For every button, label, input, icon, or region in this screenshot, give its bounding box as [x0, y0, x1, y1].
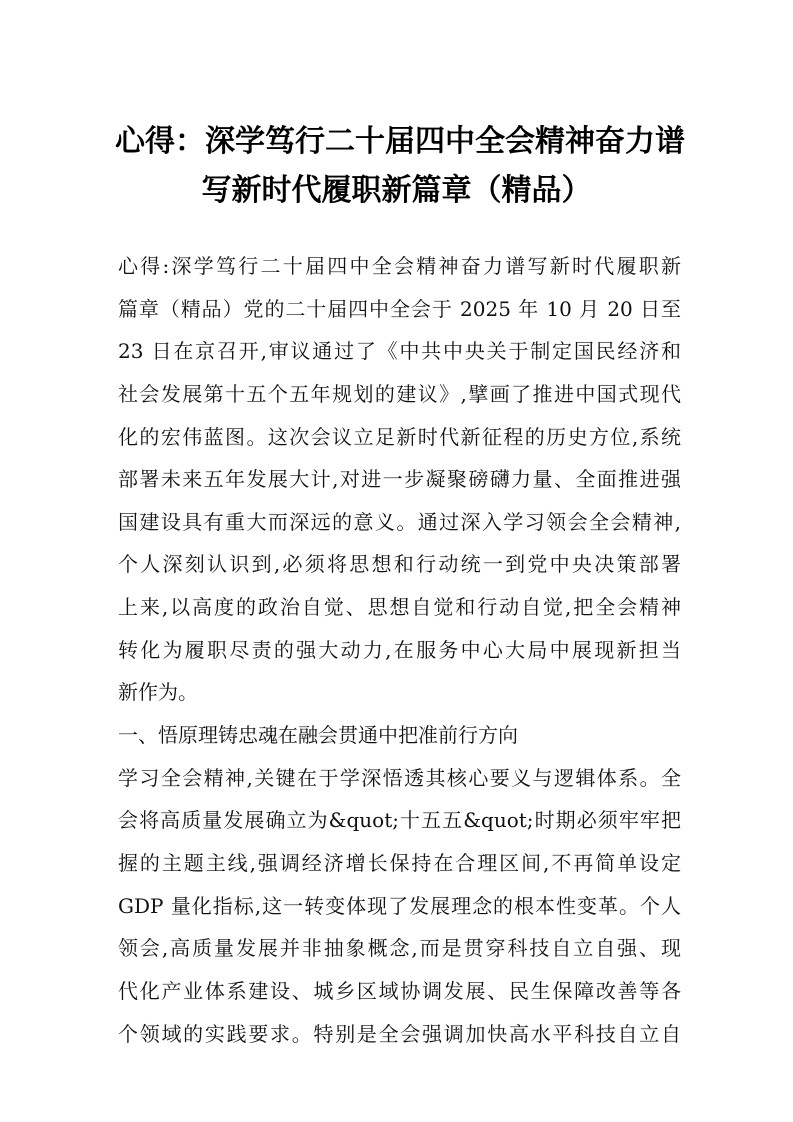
document-title-line-1: 心得：深学笃行二十届四中全会精神奋力谱: [115, 124, 685, 159]
paragraph-line: 化的宏伟蓝图。这次会议立足新时代新征程的历史方位,系统: [118, 424, 681, 449]
section-heading: 一、悟原理铸忠魂在融会贯通中把准前行方向: [118, 723, 518, 748]
paragraph-line: 23 日在京召开,审议通过了《中共中央关于制定国民经济和: [118, 339, 681, 364]
paragraph-line: 转化为履职尽责的强大动力,在服务中心大局中展现新担当: [118, 637, 681, 662]
paragraph-line: 部署未来五年发展大计,对进一步凝聚磅礴力量、全面推进强: [118, 467, 681, 492]
paragraph-line: 握的主题主线,强调经济增长保持在合理区间,不再简单设定: [118, 850, 681, 875]
paragraph-line: 社会发展第十五个五年规划的建议》,擘画了推进中国式现代: [118, 381, 681, 406]
document-title-line-2: 写新时代履职新篇章（精品）: [201, 173, 592, 208]
paragraph-line: 心得:深学笃行二十届四中全会精神奋力谱写新时代履职新: [118, 254, 681, 278]
paragraph-line: 新作为。: [118, 680, 198, 705]
paragraph-line: 个人深刻认识到,必须将思想和行动统一到党中央决策部署: [118, 552, 681, 577]
paragraph-line: 学习全会精神,关键在于学深悟透其核心要义与逻辑体系。全: [118, 765, 681, 790]
paragraph-line: GDP 量化指标,这一转变体现了发展理念的根本性变革。个人: [118, 893, 681, 918]
paragraph-line: 个领域的实践要求。特别是全会强调加快高水平科技自立自: [118, 1021, 681, 1046]
document-body: [118, 245, 681, 1055]
paragraph-line: 代化产业体系建设、城乡区域协调发展、民生保障改善等各: [118, 978, 681, 1003]
paragraph-line: 国建设具有重大而深远的意义。通过深入学习领会全会精神,: [118, 509, 681, 534]
paragraph-line: 领会,高质量发展并非抽象概念,而是贯穿科技自立自强、现: [118, 936, 681, 961]
paragraph-line: 上来,以高度的政治自觉、思想自觉和行动自觉,把全会精神: [118, 595, 681, 620]
paragraph-line: 会将高质量发展确立为&quot;十五五&quot;时期必须牢牢把: [118, 808, 681, 833]
paragraph-line: 篇章（精品）党的二十届四中全会于 2025 年 10 月 20 日至: [118, 296, 681, 321]
